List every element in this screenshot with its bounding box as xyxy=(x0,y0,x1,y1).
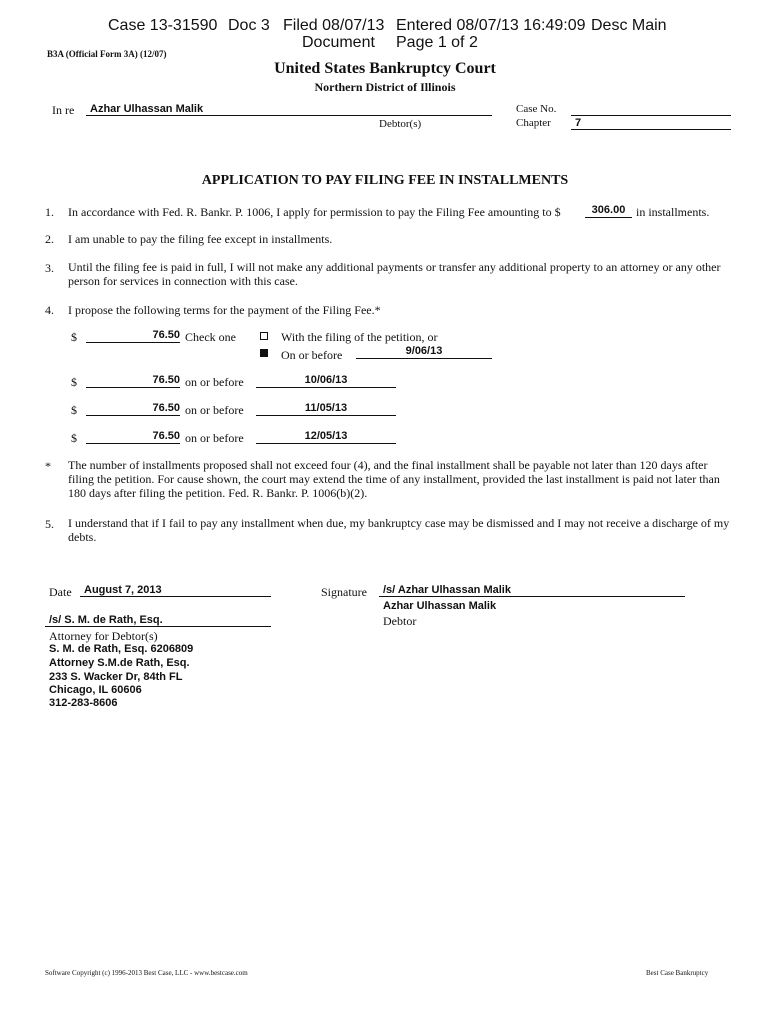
installment-3-amount: 76.50 xyxy=(86,402,180,416)
date-label: Date xyxy=(49,585,72,599)
debtor-name-field: Azhar Ulhassan Malik xyxy=(86,103,492,116)
check-one-label: Check one xyxy=(185,330,236,344)
installment-2-date: 10/06/13 xyxy=(256,374,396,388)
attorney-city: Chicago, IL 60606 xyxy=(49,684,142,696)
item-1-number: 1. xyxy=(45,205,54,219)
petition-filing-label: With the filing of the petition, or xyxy=(281,330,438,344)
item-1-suffix: in installments. xyxy=(636,205,710,219)
court-district: Northern District of Illinois xyxy=(314,80,456,94)
application-heading: APPLICATION TO PAY FILING FEE IN INSTALLMENTS xyxy=(201,173,569,188)
item-2-text: I am unable to pay the filing fee except in installments. xyxy=(68,232,333,246)
signature-label: Signature xyxy=(321,585,367,599)
form-id: B3A (Official Form 3A) (12/07) xyxy=(47,49,167,59)
currency-symbol: $ xyxy=(71,375,77,389)
currency-symbol: $ xyxy=(71,431,77,445)
attorney-firm: Attorney S.M.de Rath, Esq. xyxy=(49,657,190,669)
page-indicator: Page 1 of 2 xyxy=(396,34,478,51)
debtor-role: Debtor xyxy=(383,614,417,628)
on-or-before-option-label: On or before xyxy=(281,348,343,362)
attorney-name: S. M. de Rath, Esq. 6206809 xyxy=(49,643,194,655)
case-number: Case 13-31590 xyxy=(108,17,218,34)
attorney-phone: 312-283-8606 xyxy=(49,697,118,709)
currency-symbol: $ xyxy=(71,330,77,344)
installment-1-amount: 76.50 xyxy=(86,329,180,343)
footnote-text: The number of installments proposed shall not exceed four (4), and the final installment shall be payable not later than 120 days after filing the petition. For cause shown, the court may extend the time of any installment, provided the last installment is paid not later than 180 days after filing the petition. Fed. R. Bankr. P. 1006(b)(2). xyxy=(68,458,720,500)
case-no-field xyxy=(571,103,731,116)
in-re-label: In re xyxy=(52,103,75,117)
case-no-label: Case No. xyxy=(516,103,557,115)
currency-symbol: $ xyxy=(71,403,77,417)
item-5-number: 5. xyxy=(45,517,54,531)
filed-date: Filed 08/07/13 xyxy=(283,17,385,34)
attorney-street: 233 S. Wacker Dr, 84th FL xyxy=(49,671,183,683)
footnote-mark: * xyxy=(45,459,51,473)
installment-3-date: 11/05/13 xyxy=(256,402,396,416)
on-or-before-label: on or before xyxy=(185,403,244,417)
court-title: United States Bankruptcy Court xyxy=(274,60,496,77)
document-label: Document xyxy=(302,34,375,51)
installment-4-amount: 76.50 xyxy=(86,430,180,444)
item-3-text: Until the filing fee is paid in full, I will not make any additional payments or transfer any additional property to an attorney or any other person for services in connection with this case. xyxy=(68,260,721,288)
petition-filing-checkbox[interactable] xyxy=(260,332,268,340)
date-field: August 7, 2013 xyxy=(80,584,271,597)
brand-footer: Best Case Bankruptcy xyxy=(646,969,709,977)
chapter-field: 7 xyxy=(571,117,731,130)
installment-1-date: 9/06/13 xyxy=(356,345,492,359)
entered-date: Entered 08/07/13 16:49:09 xyxy=(396,17,586,34)
installment-2-amount: 76.50 xyxy=(86,374,180,388)
filing-fee-amount: 306.00 xyxy=(585,204,632,218)
signature-field: /s/ Azhar Ulhassan Malik xyxy=(379,584,685,597)
installment-4-date: 12/05/13 xyxy=(256,430,396,444)
item-2-number: 2. xyxy=(45,232,54,246)
item-4-text: I propose the following terms for the payment of the Filing Fee.* xyxy=(68,303,381,317)
attorney-label: Attorney for Debtor(s) xyxy=(49,629,158,643)
chapter-label: Chapter xyxy=(516,117,551,129)
attorney-signature-field: /s/ S. M. de Rath, Esq. xyxy=(45,614,271,627)
item-3-number: 3. xyxy=(45,261,54,275)
item-4-number: 4. xyxy=(45,303,54,317)
debtor-printed-name: Azhar Ulhassan Malik xyxy=(383,600,497,612)
copyright-footer: Software Copyright (c) 1996-2013 Best Case, LLC - www.bestcase.com xyxy=(45,969,248,977)
on-or-before-checkbox[interactable] xyxy=(260,349,268,357)
desc-main: Desc Main xyxy=(591,17,667,34)
doc-number: Doc 3 xyxy=(228,17,270,34)
debtor-label: Debtor(s) xyxy=(379,118,422,130)
item-1-text: In accordance with Fed. R. Bankr. P. 1006, I apply for permission to pay the Filing Fee amounting to $ xyxy=(68,205,561,219)
on-or-before-label: on or before xyxy=(185,375,244,389)
item-5-text: I understand that if I fail to pay any installment when due, my bankruptcy case may be dismissed and I may not receive a discharge of my debts. xyxy=(68,516,730,544)
on-or-before-label: on or before xyxy=(185,431,244,445)
